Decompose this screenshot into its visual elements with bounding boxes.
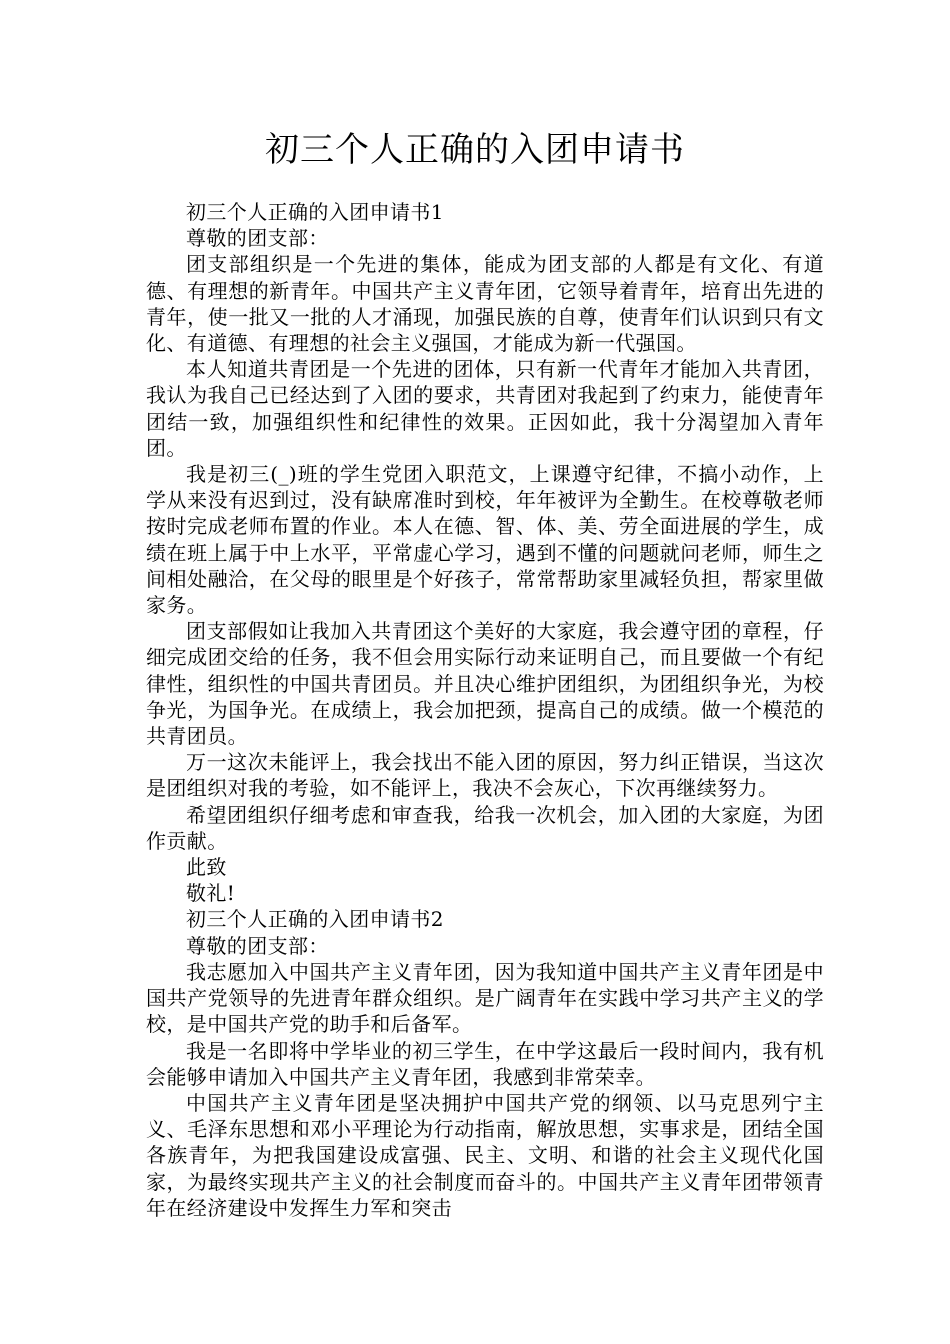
section-heading-2: 初三个人正确的入团申请书2: [186, 907, 444, 932]
body-paragraph: 万一这次未能评上，我会找出不能入团的原因，努力纠正错误，当这次是团组织对我的考验，如不能评上，我决不会灰心，下次再继续努力。: [146, 750, 824, 801]
closing-line: 此致: [186, 855, 227, 880]
closing-line: 敬礼!: [186, 881, 236, 906]
body-paragraph: 本人知道共青团是一个先进的团体，只有新一代青年才能加入共青团，我认为我自己已经达到了入团的要求，共青团对我起到了约束力，能使青年团结一致，加强组织性和纪律性的效果。正因如此，我十分渴望加入青年团。: [146, 357, 824, 460]
body-paragraph: 我是一名即将中学毕业的初三学生，在中学这最后一段时间内，我有机会能够申请加入中国共产主义青年团，我感到非常荣幸。: [146, 1038, 824, 1089]
body-paragraph: 我志愿加入中国共产主义青年团，因为我知道中国共产主义青年团是中国共产党领导的先进青年群众组织。是广阔青年在实践中学习共产主义的学校，是中国共产党的助手和后备军。: [146, 959, 824, 1037]
section-heading-1: 初三个人正确的入团申请书1: [186, 200, 444, 224]
body-paragraph: 我是初三(_)班的学生党团入职范文，上课遵守纪律，不搞小动作，上学从来没有迟到过，没有缺席准时到校，年年被评为全勤生。在校尊敬老师按时完成老师布置的作业。本人在德、智、体、美、劳全面进展的学生，成绩在班上属于中上水平，平常虚心学习，遇到不懂的问题就问老师，师生之间相处融洽，在父母的眼里是个好孩子，常常帮助家里减轻负担，帮家里做家务。: [146, 462, 824, 618]
salutation: 尊敬的团支部：: [186, 226, 329, 251]
document-title: 初三个人正确的入团申请书: [265, 130, 685, 170]
body-paragraph: 中国共产主义青年团是坚决拥护中国共产党的纲领、以马克思列宁主义、毛泽东思想和邓小平理论为行动指南，解放思想，实事求是，团结全国各族青年，为把我国建设成富强、民主、文明、和谐的社会主义现代化国家，为最终实现共产主义的社会制度而奋斗的。中国共产主义青年团带领青年在经济建设中发挥生力军和突击: [146, 1090, 824, 1220]
body-paragraph: 希望团组织仔细考虑和审查我，给我一次机会，加入团的大家庭，为团作贡献。: [146, 802, 824, 853]
document-body: [146, 199, 824, 1221]
body-paragraph: 团支部组织是一个先进的集体，能成为团支部的人都是有文化、有道德、有理想的新青年。中国共产主义青年团，它领导着青年，培育出先进的青年，使一批又一批的人才涌现，加强民族的自尊，使青年们认识到只有文化、有道德、有理想的社会主义强国，才能成为新一代强国。: [146, 252, 824, 356]
body-paragraph: 团支部假如让我加入共青团这个美好的大家庭，我会遵守团的章程，仔细完成团交给的任务，我不但会用实际行动来证明自己，而且要做一个有纪律性，组织性的中国共青团员。并且决心维护团组织，为团组织争光，为校争光，为国争光。在成绩上，我会加把颈，提高自己的成绩。做一个模范的共青团员。: [146, 619, 824, 749]
salutation: 尊敬的团支部：: [186, 933, 329, 958]
